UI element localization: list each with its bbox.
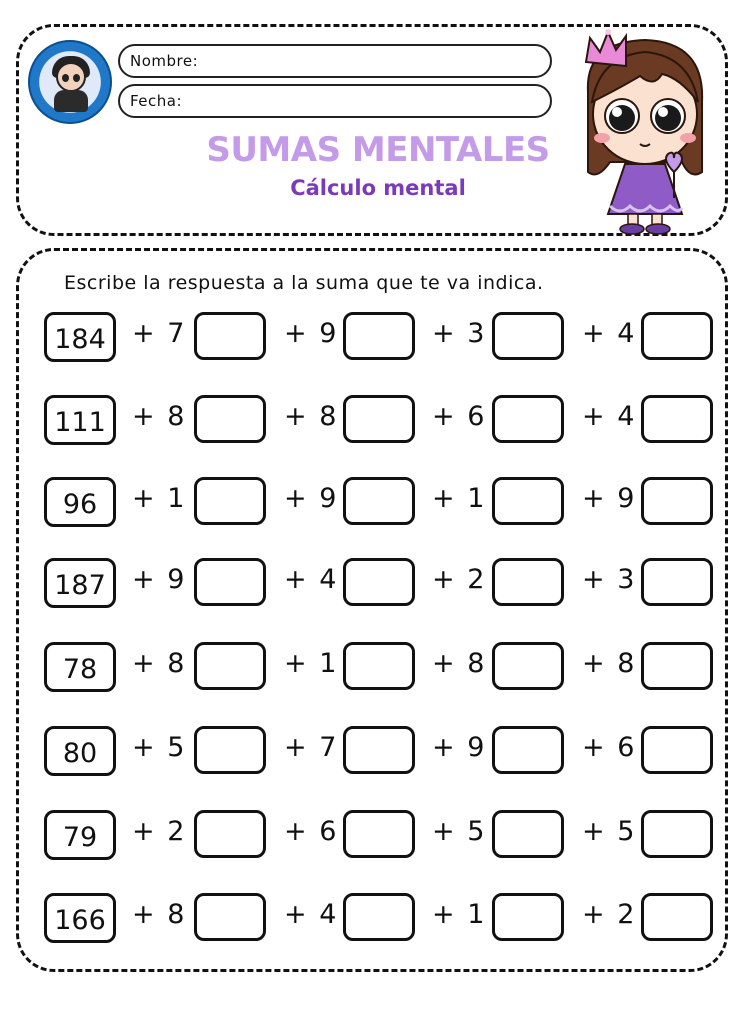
page-title: SUMAS MENTALES xyxy=(206,130,550,170)
answer-box[interactable] xyxy=(492,810,564,858)
exercise-row xyxy=(0,726,741,782)
answer-box[interactable] xyxy=(343,810,415,858)
answer-box[interactable] xyxy=(492,642,564,690)
addend-label: + 3 xyxy=(432,318,487,349)
addend-label: + 4 xyxy=(582,318,637,349)
addend-label: + 8 xyxy=(132,899,187,930)
answer-box[interactable] xyxy=(194,395,266,443)
exercise-row xyxy=(0,477,741,533)
addend-label: + 8 xyxy=(132,648,187,679)
addend-label: + 8 xyxy=(132,401,187,432)
addend-label: + 3 xyxy=(582,564,637,595)
addend-label: + 5 xyxy=(132,732,187,763)
exercise-row xyxy=(0,642,741,698)
fecha-label: Fecha: xyxy=(130,92,183,110)
start-number-box: 78 xyxy=(44,642,116,692)
answer-box[interactable] xyxy=(641,642,713,690)
answer-box[interactable] xyxy=(343,312,415,360)
answer-box[interactable] xyxy=(343,893,415,941)
addend-label: + 1 xyxy=(432,483,487,514)
start-number-box: 187 xyxy=(44,558,116,608)
site-logo-icon xyxy=(28,40,112,124)
addend-label: + 1 xyxy=(284,648,339,679)
addend-label: + 6 xyxy=(284,816,339,847)
instructions-text: Escribe la respuesta a la suma que te va indica. xyxy=(64,272,544,294)
addend-label: + 4 xyxy=(582,401,637,432)
addend-label: + 7 xyxy=(284,732,339,763)
answer-box[interactable] xyxy=(492,477,564,525)
page-subtitle: Cálculo mental xyxy=(290,176,466,200)
addend-label: + 9 xyxy=(132,564,187,595)
addend-label: + 9 xyxy=(284,318,339,349)
answer-box[interactable] xyxy=(194,312,266,360)
addend-label: + 1 xyxy=(132,483,187,514)
answer-box[interactable] xyxy=(194,477,266,525)
addend-label: + 5 xyxy=(432,816,487,847)
addend-label: + 8 xyxy=(432,648,487,679)
answer-box[interactable] xyxy=(641,312,713,360)
answer-box[interactable] xyxy=(343,395,415,443)
addend-label: + 6 xyxy=(432,401,487,432)
start-number-box: 184 xyxy=(44,312,116,362)
addend-label: + 2 xyxy=(432,564,487,595)
answer-box[interactable] xyxy=(492,312,564,360)
answer-box[interactable] xyxy=(641,477,713,525)
addend-label: + 9 xyxy=(582,483,637,514)
addend-label: + 9 xyxy=(432,732,487,763)
addend-label: + 2 xyxy=(132,816,187,847)
answer-box[interactable] xyxy=(641,558,713,606)
answer-box[interactable] xyxy=(343,477,415,525)
answer-box[interactable] xyxy=(194,726,266,774)
answer-box[interactable] xyxy=(492,395,564,443)
start-number-box: 96 xyxy=(44,477,116,527)
answer-box[interactable] xyxy=(343,726,415,774)
start-number-box: 80 xyxy=(44,726,116,776)
exercise-row xyxy=(0,810,741,866)
exercise-row xyxy=(0,558,741,614)
exercise-row xyxy=(0,893,741,949)
addend-label: + 7 xyxy=(132,318,187,349)
answer-box[interactable] xyxy=(492,726,564,774)
addend-label: + 5 xyxy=(582,816,637,847)
answer-box[interactable] xyxy=(492,893,564,941)
start-number-box: 79 xyxy=(44,810,116,860)
addend-label: + 4 xyxy=(284,899,339,930)
addend-label: + 8 xyxy=(284,401,339,432)
answer-box[interactable] xyxy=(343,558,415,606)
addend-label: + 9 xyxy=(284,483,339,514)
answer-box[interactable] xyxy=(641,810,713,858)
fecha-field[interactable] xyxy=(118,84,552,118)
addend-label: + 8 xyxy=(582,648,637,679)
answer-box[interactable] xyxy=(641,726,713,774)
answer-box[interactable] xyxy=(194,642,266,690)
nombre-field[interactable] xyxy=(118,44,552,78)
addend-label: + 6 xyxy=(582,732,637,763)
princess-girl-icon xyxy=(570,22,720,236)
addend-label: + 4 xyxy=(284,564,339,595)
answer-box[interactable] xyxy=(641,893,713,941)
answer-box[interactable] xyxy=(492,558,564,606)
answer-box[interactable] xyxy=(194,810,266,858)
exercise-row xyxy=(0,395,741,451)
start-number-box: 111 xyxy=(44,395,116,445)
nombre-label: Nombre: xyxy=(130,52,199,70)
answer-box[interactable] xyxy=(641,395,713,443)
addend-label: + 2 xyxy=(582,899,637,930)
exercise-row xyxy=(0,312,741,368)
start-number-box: 166 xyxy=(44,893,116,943)
answer-box[interactable] xyxy=(194,893,266,941)
answer-box[interactable] xyxy=(194,558,266,606)
addend-label: + 1 xyxy=(432,899,487,930)
answer-box[interactable] xyxy=(343,642,415,690)
